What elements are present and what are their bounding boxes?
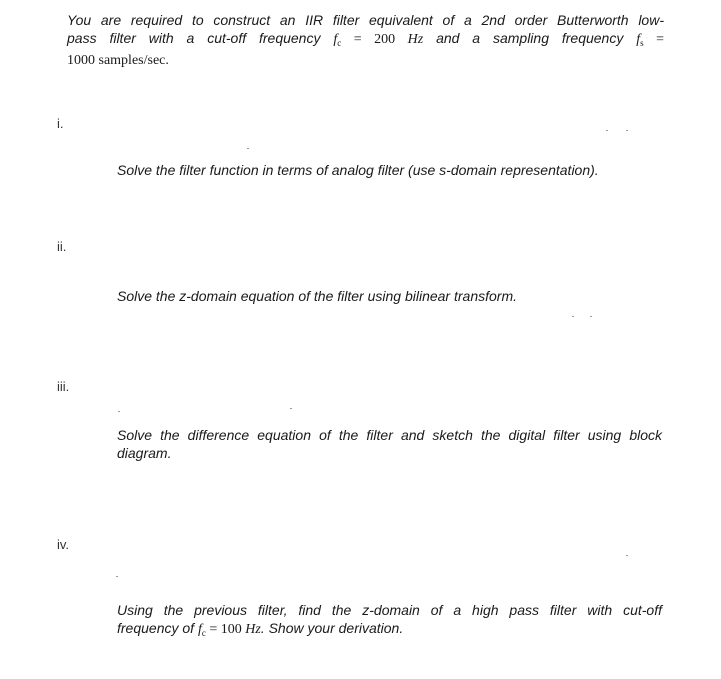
problem-statement — [67, 11, 664, 70]
problem-line-3: 1000 samples/sec. — [67, 53, 169, 68]
question-3-line-2: diagram. — [117, 445, 172, 461]
problem-line-2-text-b: and a sampling frequency — [436, 30, 624, 46]
question-3-line-1: Solve the difference equation of the filter and sketch the digital filter using block — [117, 427, 662, 443]
problem-line-1: You are required to construct an IIR filter equivalent of a 2nd order Butterworth low- — [67, 12, 664, 28]
scan-speck — [116, 576, 118, 577]
problem-line-2 — [67, 29, 664, 52]
question-4-line-2 — [117, 619, 662, 642]
fc-symbol: f — [333, 32, 338, 47]
question-3-numeral: iii. — [57, 379, 70, 394]
question-4-line-2-text-b: . Show your derivation. — [260, 620, 404, 636]
hp-fc-unit: Hz — [245, 622, 261, 637]
cutoff-frequency-expression — [333, 32, 423, 47]
question-4-line-2-text-a: frequency of — [117, 620, 195, 636]
scan-speck — [626, 555, 628, 556]
fs-subscript: s — [640, 38, 644, 48]
question-1-text: Solve the filter function in terms of analog filter (use s-domain representation). — [117, 162, 599, 178]
scan-speck — [572, 316, 574, 317]
question-1-numeral: i. — [57, 116, 64, 131]
scan-speck — [606, 130, 608, 131]
sampling-frequency-expression — [636, 32, 664, 47]
fs-symbol: f — [636, 32, 641, 47]
question-4-numeral: iv. — [57, 537, 70, 552]
fc-unit: Hz — [407, 32, 424, 47]
fc-subscript: c — [337, 38, 342, 48]
scan-speck — [118, 411, 120, 412]
fs-equals: = — [643, 32, 665, 47]
question-2-text: Solve the z-domain equation of the filter using bilinear transform. — [117, 288, 517, 304]
fc-value: = 200 — [341, 32, 408, 47]
hp-cutoff-frequency-expression — [198, 622, 261, 637]
question-4-text — [117, 601, 662, 642]
question-2-numeral: ii. — [57, 239, 67, 254]
scan-speck — [590, 316, 592, 317]
scan-speck — [626, 130, 628, 131]
hp-fc-symbol: f — [197, 622, 202, 637]
hp-fc-value: = 100 — [205, 622, 246, 637]
scan-speck — [247, 148, 249, 149]
question-3-text — [117, 426, 662, 462]
question-4-line-1: Using the previous filter, find the z-domain of a high pass filter with cut-off — [117, 602, 662, 618]
scan-speck — [290, 408, 292, 409]
hp-fc-subscript: c — [201, 628, 206, 638]
problem-line-2-text-a: pass filter with a cut-off frequency — [67, 30, 321, 46]
